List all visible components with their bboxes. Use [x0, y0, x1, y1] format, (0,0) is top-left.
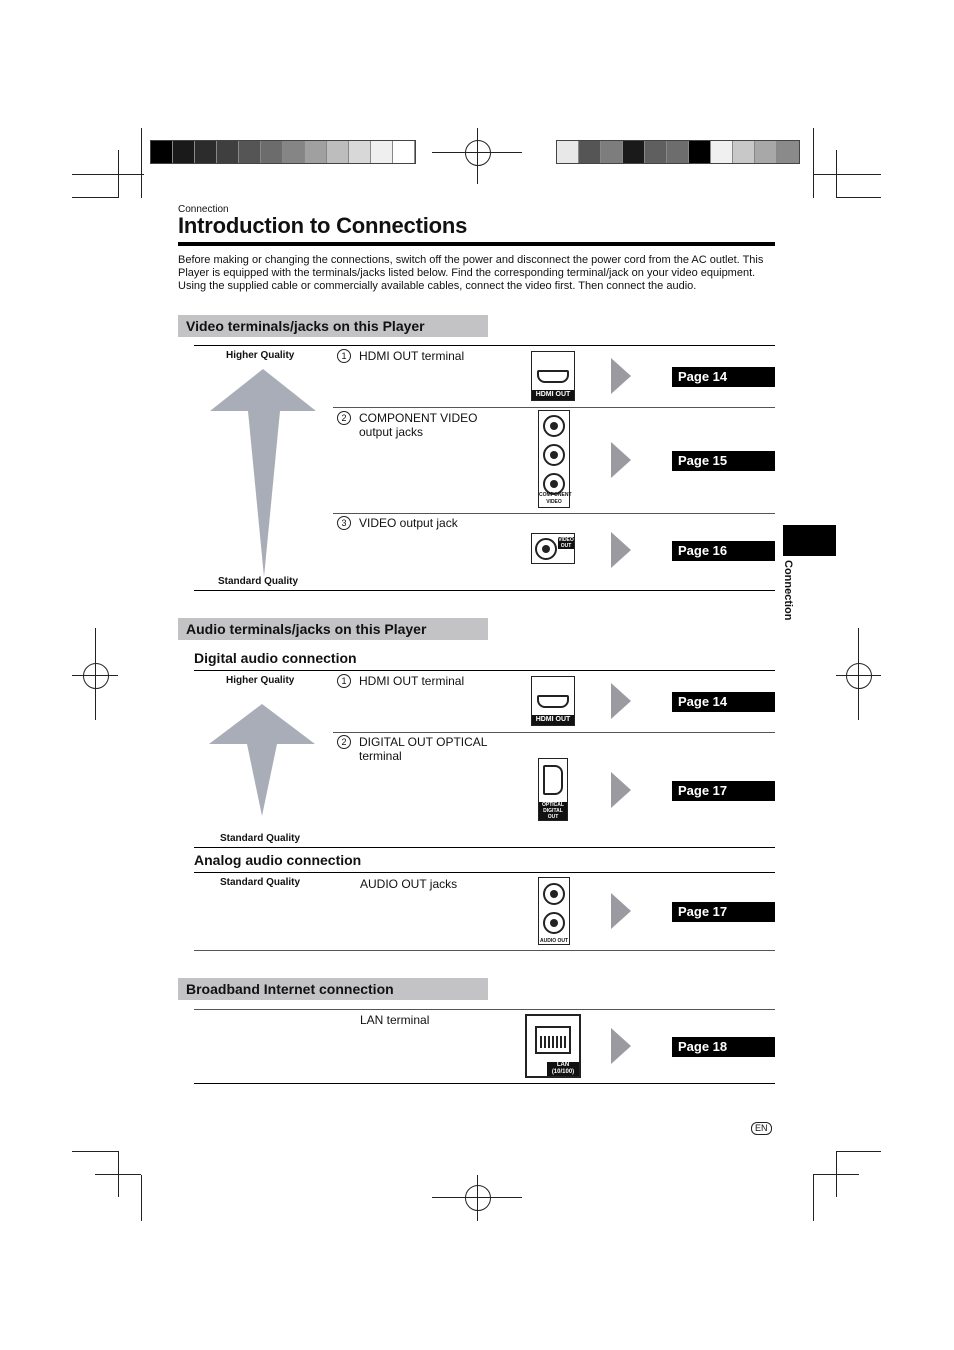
- higher-quality-label: Higher Quality: [226, 350, 295, 361]
- breadcrumb: Connection: [178, 204, 229, 215]
- page-ref-badge: Page 15: [672, 451, 775, 471]
- video-item-hdmi: 1 HDMI OUT terminal: [337, 349, 464, 363]
- audio-out-jacks-icon: AUDIO OUT: [538, 877, 570, 945]
- divider: [333, 732, 775, 733]
- divider: [333, 407, 775, 408]
- page-ref-badge: Page 16: [672, 541, 775, 561]
- side-tab-label: Connection: [782, 560, 794, 621]
- analog-audio-heading: Analog audio connection: [194, 852, 362, 868]
- quality-arrow-icon: [207, 704, 317, 818]
- divider: [194, 1083, 775, 1084]
- arrow-right-icon: [611, 683, 631, 719]
- divider: [194, 590, 775, 591]
- digital-item-optical: 2 DIGITAL OUT OPTICAL terminal: [337, 735, 507, 763]
- video-section-heading: Video terminals/jacks on this Player: [178, 315, 488, 337]
- arrow-right-icon: [611, 442, 631, 478]
- arrow-right-icon: [611, 893, 631, 929]
- audio-section-heading: Audio terminals/jacks on this Player: [178, 618, 488, 640]
- divider: [333, 513, 775, 514]
- video-item-video-out: 3 VIDEO output jack: [337, 516, 458, 530]
- standard-quality-label: Standard Quality: [218, 576, 299, 587]
- page-ref-badge: Page 17: [672, 902, 775, 922]
- color-calibration-bar-right: [556, 140, 800, 164]
- arrow-right-icon: [611, 772, 631, 808]
- standard-quality-label: Standard Quality: [220, 833, 301, 844]
- page-ref-badge: Page 14: [672, 692, 775, 712]
- lan-port-icon: LAN (10/100): [525, 1014, 581, 1078]
- divider: [194, 670, 775, 671]
- divider: [194, 872, 775, 873]
- standard-quality-label: Standard Quality: [220, 877, 301, 888]
- side-tab: [783, 525, 836, 556]
- broadband-section-heading: Broadband Internet connection: [178, 978, 488, 1000]
- quality-arrow-icon: [208, 369, 318, 579]
- arrow-right-icon: [611, 358, 631, 394]
- higher-quality-label: Higher Quality: [226, 675, 295, 686]
- divider: [194, 345, 775, 346]
- intro-paragraph: Before making or changing the connections, switch off the power and disconnect the power cord from the AC outlet. This Player is equipped with the terminals/jacks listed below. Find the corresponding terminal/jack on your video equipment. Using the supplied cable or commercially available cables, connect the video first. Then connect the audio.: [178, 254, 764, 292]
- digital-audio-heading: Digital audio connection: [194, 650, 357, 666]
- color-calibration-bar-left: [150, 140, 416, 164]
- page-ref-badge: Page 18: [672, 1037, 775, 1057]
- page-title: Introduction to Connections: [178, 213, 468, 238]
- hdmi-out-icon: HDMI OUT: [531, 351, 575, 401]
- divider: [194, 847, 775, 848]
- video-item-component: 2 COMPONENT VIDEO output jacks: [337, 411, 507, 439]
- arrow-right-icon: [611, 1028, 631, 1064]
- language-badge: EN: [751, 1122, 772, 1135]
- hdmi-out-icon: HDMI OUT: [531, 676, 575, 726]
- broadband-item-lan: LAN terminal: [360, 1013, 430, 1027]
- divider: [194, 1009, 775, 1010]
- page-ref-badge: Page 14: [672, 367, 775, 387]
- optical-digital-out-icon: OPTICAL DIGITAL OUT: [538, 758, 568, 821]
- page-ref-badge: Page 17: [672, 781, 775, 801]
- component-video-icon: COMPONENT VIDEO: [538, 410, 570, 508]
- analog-item-audio-out: AUDIO OUT jacks: [360, 877, 458, 891]
- digital-item-hdmi: 1 HDMI OUT terminal: [337, 674, 464, 688]
- arrow-right-icon: [611, 532, 631, 568]
- video-out-jack-icon: VIDEO OUT: [531, 533, 575, 564]
- divider: [194, 950, 775, 951]
- title-rule: [178, 242, 775, 246]
